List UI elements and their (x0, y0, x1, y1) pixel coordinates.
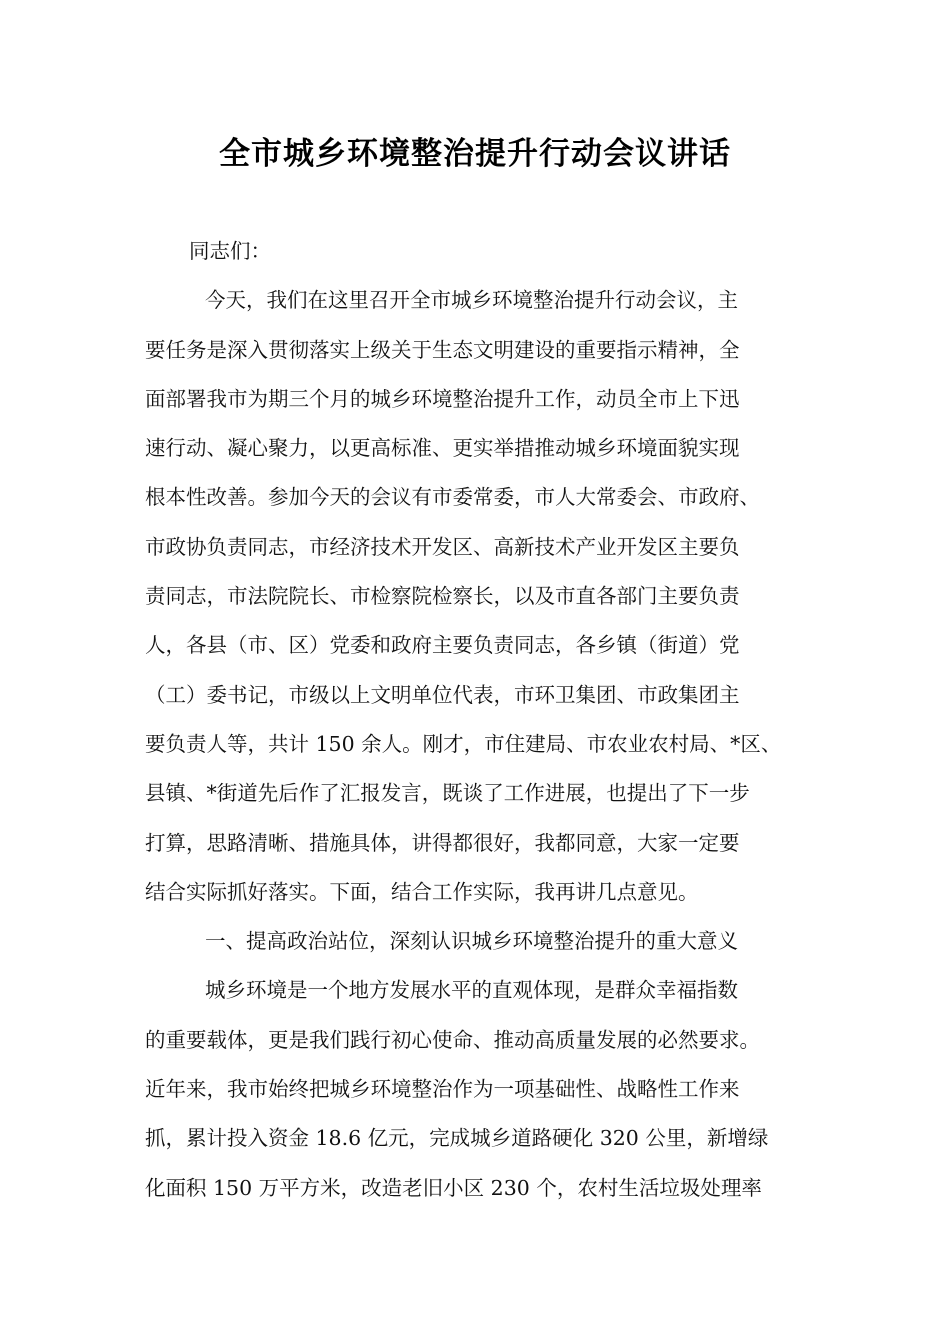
paragraph-line: 面部署我市为期三个月的城乡环境整治提升工作，动员全市上下迅 (145, 386, 740, 411)
paragraph-line: 抓，累计投入资金 18.6 亿元，完成城乡道路硬化 320 公里，新增绿 (145, 1126, 769, 1151)
paragraph-line: 要负责人等，共计 150 余人。刚才，市住建局、市农业农村局、*区、 (145, 731, 782, 756)
paragraph-line: 责同志，市法院院长、市检察院检察长，以及市直各部门主要负责 (145, 584, 740, 609)
paragraph-line: 化面积 150 万平方米，改造老旧小区 230 个，农村生活垃圾处理率 (145, 1175, 762, 1200)
document-body (145, 233, 810, 1219)
paragraph-line: 城乡环境是一个地方发展水平的直观体现，是群众幸福指数 (205, 978, 738, 1003)
paragraph-line: 县镇、*街道先后作了汇报发言，既谈了工作进展，也提出了下一步 (145, 781, 750, 806)
paragraph-line: 人，各县（市、区）党委和政府主要负责同志，各乡镇（街道）党 (145, 633, 740, 658)
document-title: 全市城乡环境整治提升行动会议讲话 (219, 136, 731, 172)
section-heading: 一、提高政治站位，深刻认识城乡环境整治提升的重大意义 (205, 929, 738, 954)
paragraph-line: 要任务是深入贯彻落实上级关于生态文明建设的重要指示精神，全 (145, 337, 740, 362)
paragraph-line: 速行动、凝心聚力，以更高标准、更实举措推动城乡环境面貌实现 (145, 436, 740, 461)
paragraph-line: 根本性改善。参加今天的会议有市委常委，市人大常委会、市政府、 (145, 485, 760, 510)
paragraph-line: 市政协负责同志，市经济技术开发区、高新技术产业开发区主要负 (145, 534, 740, 559)
paragraph-line: （工）委书记，市级以上文明单位代表，市环卫集团、市政集团主 (145, 682, 740, 707)
paragraph-line: 结合实际抓好落实。下面，结合工作实际，我再讲几点意见。 (145, 879, 699, 904)
paragraph-line: 今天，我们在这里召开全市城乡环境整治提升行动会议，主 (205, 288, 738, 313)
paragraph-line: 近年来，我市始终把城乡环境整治作为一项基础性、战略性工作来 (145, 1077, 740, 1102)
paragraph-line: 的重要载体，更是我们践行初心使命、推动高质量发展的必然要求。 (145, 1027, 760, 1052)
paragraph-line: 打算，思路清晰、措施具体，讲得都很好，我都同意，大家一定要 (145, 830, 740, 855)
salutation: 同志们： (189, 239, 271, 263)
